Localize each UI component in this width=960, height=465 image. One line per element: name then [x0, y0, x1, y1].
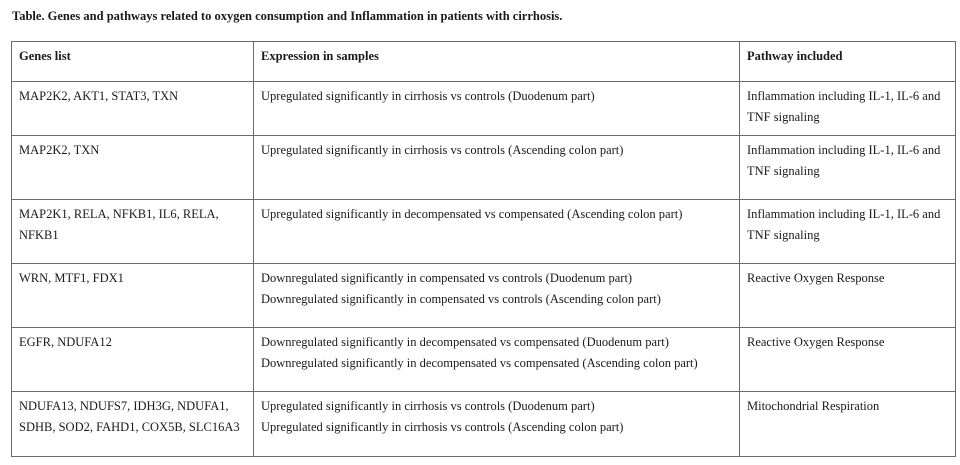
- table-caption: Table. Genes and pathways related to oxygen consumption and Inflammation in patients with cirrhosis.: [12, 9, 563, 23]
- genes-cell: WRN, MTF1, FDX1: [12, 264, 254, 328]
- genes-pathways-table: [11, 41, 956, 457]
- expression-line: Downregulated significantly in compensated vs controls (Duodenum part): [261, 271, 633, 285]
- pathway-cell: Reactive Oxygen Response: [740, 328, 956, 392]
- table-row: [12, 200, 956, 264]
- pathway-cell: Inflammation including IL-1, IL-6 and TNF signaling: [740, 136, 956, 200]
- expression-line: Upregulated significantly in cirrhosis vs controls (Ascending colon part): [261, 420, 624, 434]
- column-header-expression: Expression in samples: [254, 42, 740, 82]
- pathway-cell: Reactive Oxygen Response: [740, 264, 956, 328]
- table-header-row: [12, 42, 956, 82]
- expression-cell: [254, 264, 740, 328]
- expression-line: Upregulated significantly in cirrhosis vs controls (Duodenum part): [261, 89, 595, 103]
- genes-cell: EGFR, NDUFA12: [12, 328, 254, 392]
- table-row: [12, 328, 956, 392]
- expression-cell: [254, 200, 740, 264]
- genes-cell: MAP2K1, RELA, NFKB1, IL6, RELA, NFKB1: [12, 200, 254, 264]
- expression-line: Downregulated significantly in decompensated vs compensated (Duodenum part): [261, 335, 669, 349]
- genes-cell: NDUFA13, NDUFS7, IDH3G, NDUFA1, SDHB, SOD2, FAHD1, COX5B, SLC16A3: [12, 392, 254, 457]
- expression-line: Downregulated significantly in compensated vs controls (Ascending colon part): [261, 292, 661, 306]
- table-row: [12, 392, 956, 457]
- expression-line: Downregulated significantly in decompensated vs compensated (Ascending colon part): [261, 356, 698, 370]
- table-row: [12, 82, 956, 136]
- column-header-genes: Genes list: [12, 42, 254, 82]
- genes-cell: MAP2K2, AKT1, STAT3, TXN: [12, 82, 254, 136]
- pathway-cell: Mitochondrial Respiration: [740, 392, 956, 457]
- expression-cell: [254, 136, 740, 200]
- expression-cell: [254, 392, 740, 457]
- genes-cell: MAP2K2, TXN: [12, 136, 254, 200]
- table-row: [12, 264, 956, 328]
- table-row: [12, 136, 956, 200]
- column-header-pathway: Pathway included: [740, 42, 956, 82]
- pathway-cell: Inflammation including IL-1, IL-6 and TNF signaling: [740, 82, 956, 136]
- expression-cell: [254, 328, 740, 392]
- pathway-cell: Inflammation including IL-1, IL-6 and TNF signaling: [740, 200, 956, 264]
- expression-line: Upregulated significantly in decompensated vs compensated (Ascending colon part): [261, 207, 683, 221]
- expression-line: Upregulated significantly in cirrhosis vs controls (Ascending colon part): [261, 143, 624, 157]
- expression-cell: [254, 82, 740, 136]
- expression-line: Upregulated significantly in cirrhosis vs controls (Duodenum part): [261, 399, 595, 413]
